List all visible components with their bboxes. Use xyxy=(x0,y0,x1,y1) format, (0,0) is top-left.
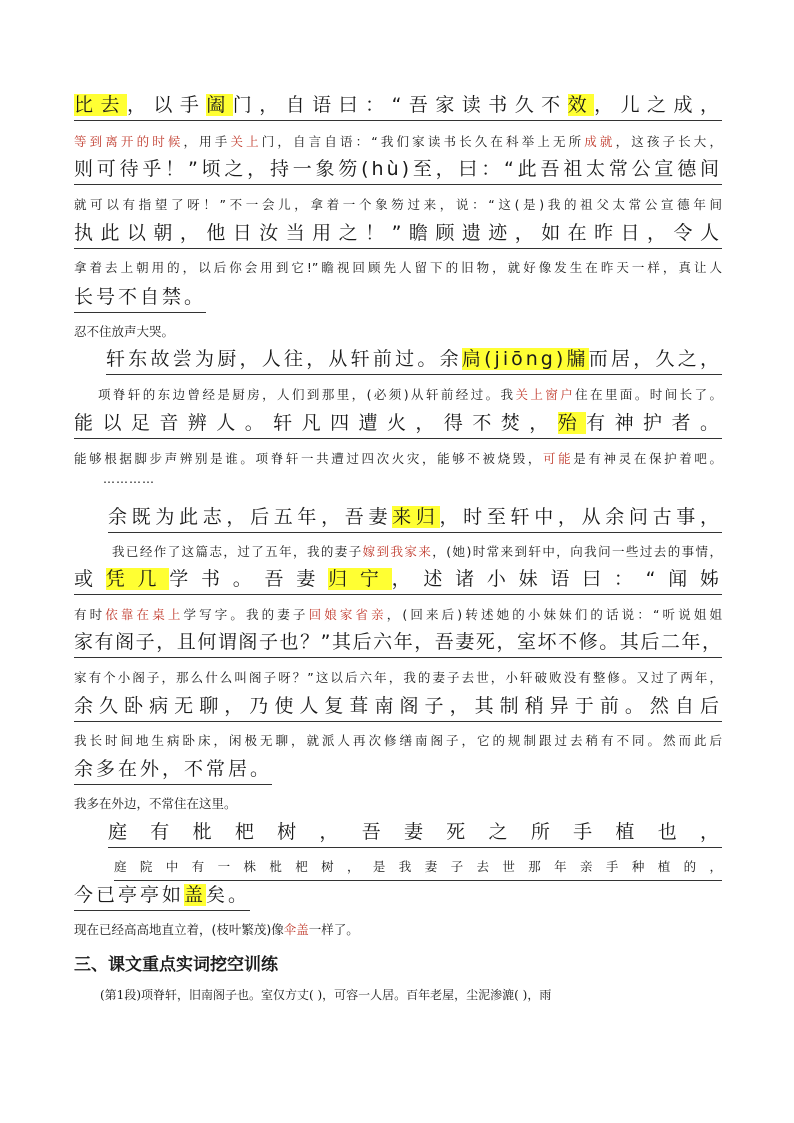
highlight-term: 比去 xyxy=(74,94,127,116)
red-term: 可能 xyxy=(543,451,574,466)
translation-line: 等到离开的时候，用手关上门，自言自语：“我们家读书长久在科举上无所成就，这孩子长大， xyxy=(74,134,722,149)
translation-line: 我已经作了这篇志，过了五年，我的妻子嫁到我家来，(她)时常来到轩中，向我问一些过去的事情， xyxy=(112,544,722,559)
translation-line: 就可以有指望了呀！”不一会儿，拿着一个象笏过来，说：“这(是)我的祖父太常公宣德年间 xyxy=(74,197,722,212)
translation-line: 有时依靠在桌上学写字。我的妻子回娘家省亲，(回来后)转述她的小妹妹们的话说：“听说姐姐 xyxy=(74,607,722,622)
classical-line: 或凭几学书。吾妻归宁，述诸小妹语曰：“闻姊 xyxy=(74,566,722,595)
classical-line: 执此以朝，他日汝当用之！”瞻顾遗迹，如在昨日，令人 xyxy=(74,220,722,249)
classical-line: 长号不自禁。 xyxy=(74,284,206,313)
translation-line: 项脊轩的东边曾经是厨房，人们到那里，(必须)从轩前经过。我关上窗户住在里面。时间长了。 xyxy=(98,387,722,402)
classical-line: 家有阁子，且何谓阁子也？”其后六年，吾妻死，室坏不修。其后二年， xyxy=(74,629,722,658)
translation-line: 忍不住放声大哭。 xyxy=(74,324,175,339)
translation-line: 庭院中有一株枇杷树，是我妻子去世那年亲手种植的， xyxy=(114,858,722,881)
highlight-term: 盖 xyxy=(184,884,207,906)
translation-line: 能够根据脚步声辨别是谁。项脊轩一共遭过四次火灾，能够不被烧毁，可能是有神灵在保护着吧。 xyxy=(74,451,722,466)
highlight-term: 殆 xyxy=(557,412,587,434)
classical-line: 庭有枇杷树，吾妻死之所手植也， xyxy=(108,819,722,848)
highlight-term: 归宁 xyxy=(328,568,392,590)
classical-line: 余久卧病无聊，乃使人复葺南阁子，其制稍异于前。然自后 xyxy=(74,693,722,722)
translation-line: 我长时间地生病卧床，闲极无聊，就派人再次修缮南阁子，它的规制跟过去稍有不同。然而此后 xyxy=(74,733,722,748)
red-term: 嫁到我家来 xyxy=(362,544,433,559)
highlight-term: 来归 xyxy=(392,506,440,528)
classical-line: 轩东故尝为厨，人往，从轩前过。余扃(jiōng)牖而居，久之， xyxy=(106,346,722,375)
classical-line: 余既为此志，后五年，吾妻来归，时至轩中，从余问古事， xyxy=(108,504,722,533)
translation-line: 家有个小阁子，那么什么叫阁子呀？”这以后六年，我的妻子去世，小轩破败没有整修。又过了两年， xyxy=(74,670,722,685)
red-term: 等到离开的时候 xyxy=(74,134,184,149)
classical-line: 余多在外，不常居。 xyxy=(74,756,272,785)
highlight-term: 扃(jiōng)牖 xyxy=(461,348,589,370)
red-term: 回娘家省亲 xyxy=(308,607,387,622)
red-term: 关上窗户 xyxy=(515,387,576,402)
red-term: 成就 xyxy=(584,134,616,149)
section-heading: 三、课文重点实词挖空训练 xyxy=(74,955,278,975)
translation-line: 拿着去上朝用的，以后你会用到它!”瞻视回顾先人留下的旧物，就好像发生在昨天一样，真让人 xyxy=(74,260,722,275)
highlight-term: 阖 xyxy=(206,94,233,116)
red-term: 关上 xyxy=(230,134,262,149)
highlight-term: 效 xyxy=(567,94,595,116)
translation-line: 我多在外边，不常住在这里。 xyxy=(74,796,237,811)
classical-line: 则可待乎！”顷之，持一象笏(hù)至，曰：“此吾祖太常公宣德间 xyxy=(74,156,722,185)
exercise-line: (第1段)项脊轩，旧南阁子也。室仅方丈( )，可容一人居。百年老屋，尘泥渗漉( )，雨 xyxy=(100,988,552,1002)
translation-line: 现在已经高高地直立着，(枝叶繁茂)像伞盖一样了。 xyxy=(74,922,359,937)
classical-line: 今已亭亭如盖矣。 xyxy=(74,882,250,911)
red-term: 伞盖 xyxy=(283,922,309,937)
classical-line: 比去，以手阖门，自语曰：“吾家读书久不效，儿之成， xyxy=(74,92,722,121)
highlight-term: 凭几 xyxy=(105,568,170,590)
ellipsis: ………… xyxy=(103,472,155,486)
classical-line: 能以足音辨人。轩凡四遭火，得不焚，殆有神护者。 xyxy=(74,410,722,439)
red-term: 依靠在桌上 xyxy=(105,607,184,622)
